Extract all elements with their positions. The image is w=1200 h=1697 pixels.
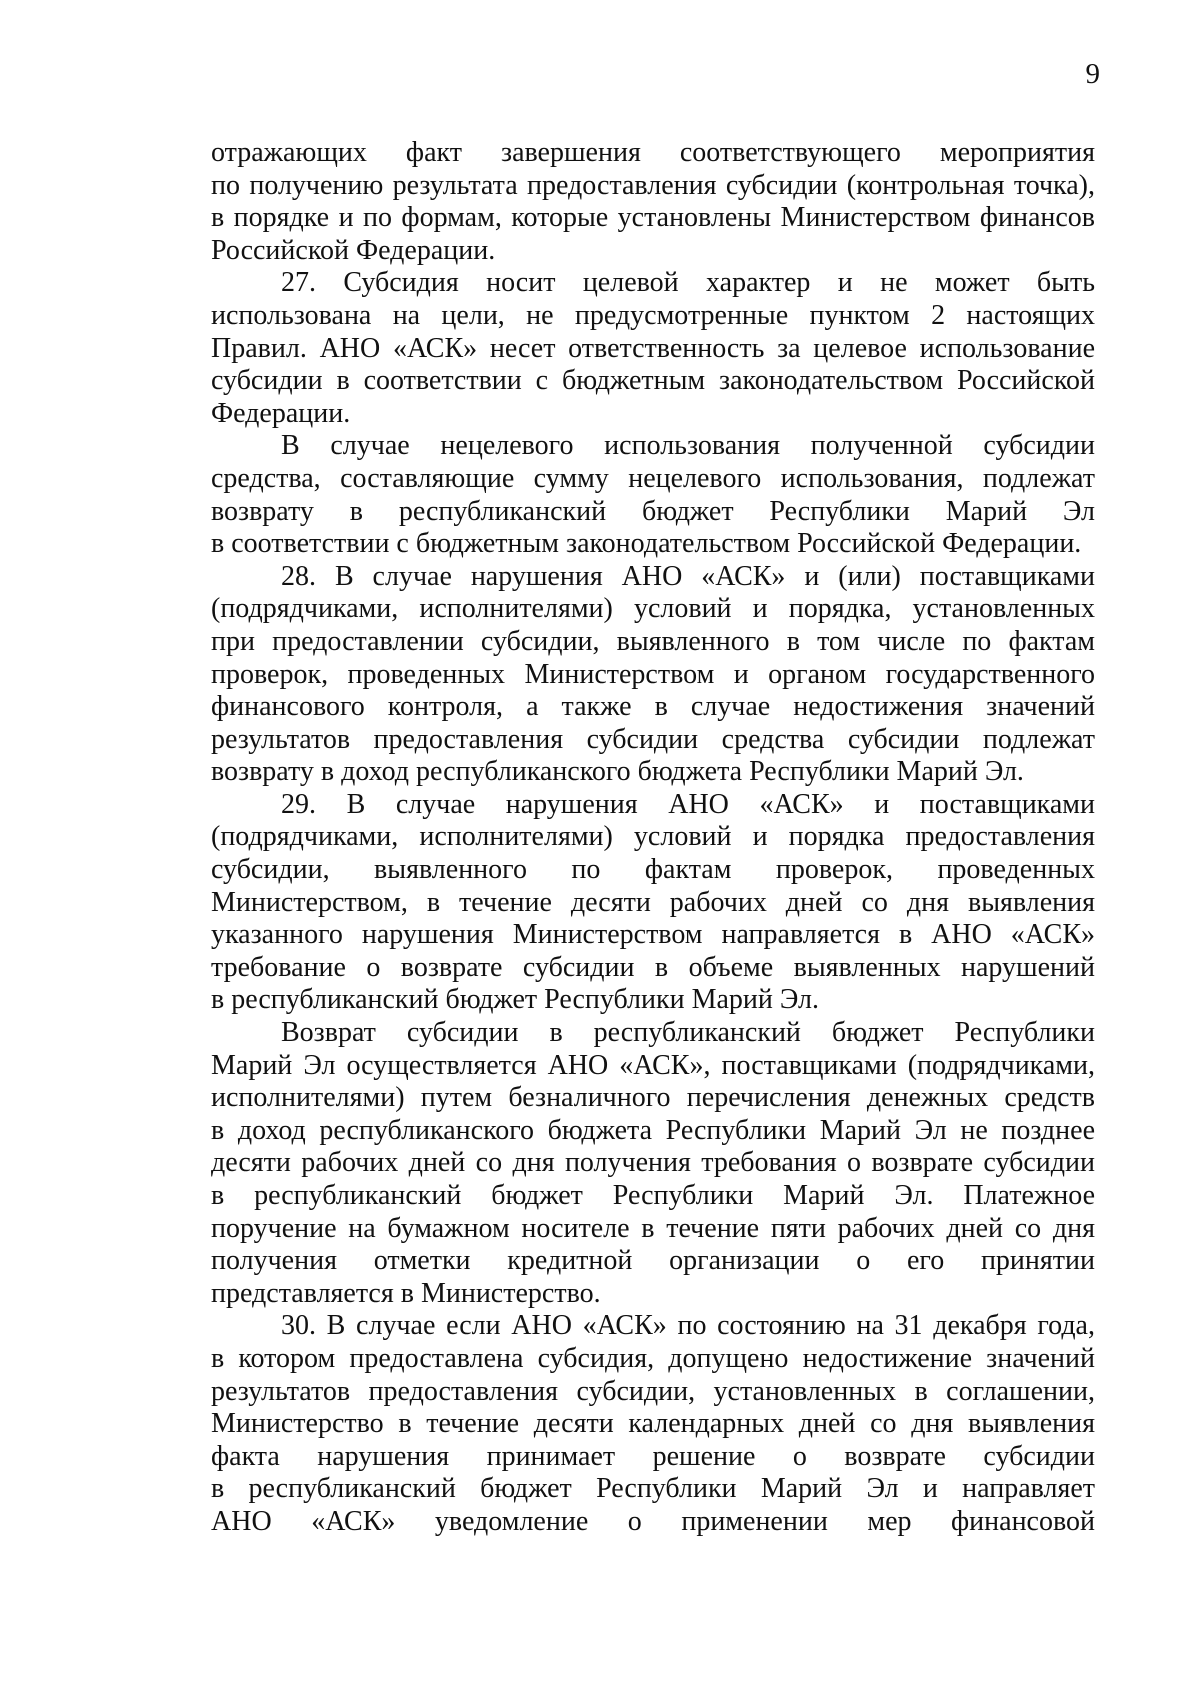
text-line: субсидии в соответствии с бюджетным законодательством Российской <box>211 365 1095 397</box>
text-line: отражающих факт завершения соответствующего мероприятия <box>211 137 1095 168</box>
text-line: финансового контроля, а также в случае недостижения значений <box>211 691 1095 723</box>
text-line: поручение на бумажном носителе в течение пяти рабочих дней со дня <box>211 1212 1095 1244</box>
text-line: АНО «АСК» уведомление о применении мер финансовой <box>211 1505 1095 1537</box>
text-line: возврату в республиканский бюджет Республики Марий Эл <box>211 495 1095 527</box>
text-line: 30. В случае если АНО «АСК» по состоянию на 31 декабря года, <box>281 1310 1095 1342</box>
text-line: средства, составляющие сумму нецелевого использования, подлежат <box>211 462 1095 494</box>
text-line: 28. В случае нарушения АНО «АСК» и (или) поставщиками <box>281 560 1095 592</box>
text-line: в республиканский бюджет Республики Марий Эл и направляет <box>211 1473 1095 1505</box>
text-line: проверок, проведенных Министерством и органом государственного <box>211 658 1095 690</box>
text-line: исполнителями) путем безналичного перечисления денежных средств <box>211 1082 1095 1114</box>
text-line: факта нарушения принимает решение о возврате субсидии <box>211 1440 1095 1472</box>
text-line: результатов предоставления субсидии средства субсидии подлежат <box>211 723 1095 755</box>
text-line: в доход республиканского бюджета Республики Марий Эл не позднее <box>211 1114 1095 1146</box>
text-line: десяти рабочих дней со дня получения требования о возврате субсидии <box>211 1147 1095 1179</box>
text-line: Федерации. <box>211 397 351 429</box>
text-line: Марий Эл осуществляется АНО «АСК», поставщиками (подрядчиками, <box>211 1049 1095 1081</box>
body-text <box>211 137 1095 1539</box>
text-line: требование о возврате субсидии в объеме выявленных нарушений <box>211 951 1095 983</box>
text-line: субсидии, выявленного по фактам проверок, проведенных <box>211 854 1095 886</box>
text-line: возврату в доход республиканского бюджета Республики Марий Эл. <box>211 756 1024 788</box>
text-line: В случае нецелевого использования полученной субсидии <box>281 430 1095 462</box>
text-line: в республиканский бюджет Республики Марий Эл. Платежное <box>211 1180 1095 1211</box>
text-line: при предоставлении субсидии, выявленного в том числе по фактам <box>211 625 1095 657</box>
text-line: по получению результата предоставления субсидии (контрольная точка), <box>211 169 1095 201</box>
text-line: в республиканский бюджет Республики Марий Эл. <box>211 984 819 1016</box>
text-line: 29. В случае нарушения АНО «АСК» и поставщиками <box>281 788 1095 820</box>
text-line: Возврат субсидии в республиканский бюджет Республики <box>281 1017 1095 1049</box>
text-line: (подрядчиками, исполнителями) условий и порядка предоставления <box>211 821 1095 853</box>
text-line: указанного нарушения Министерством направляется в АНО «АСК» <box>211 919 1095 951</box>
text-line: 27. Субсидия носит целевой характер и не может быть <box>281 267 1095 299</box>
page-number: 9 <box>1085 58 1100 90</box>
text-line: использована на цели, не предусмотренные пунктом 2 настоящих <box>211 299 1095 331</box>
text-line: Правил. АНО «АСК» несет ответственность за целевое использование <box>211 332 1095 364</box>
text-line: в порядке и по формам, которые установлены Министерством финансов <box>211 202 1095 234</box>
text-line: в котором предоставлена субсидия, допущено недостижение значений <box>211 1342 1095 1374</box>
text-line: (подрядчиками, исполнителями) условий и порядка, установленных <box>211 593 1095 625</box>
text-line: в соответствии с бюджетным законодательством Российской Федерации. <box>211 528 1082 560</box>
text-line: Российской Федерации. <box>211 234 496 266</box>
text-line: Министерством, в течение десяти рабочих дней со дня выявления <box>211 886 1095 918</box>
text-line: Министерство в течение десяти календарных дней со дня выявления <box>211 1408 1095 1440</box>
text-line: получения отметки кредитной организации о его принятии <box>211 1245 1095 1277</box>
text-line: представляется в Министерство. <box>211 1277 601 1309</box>
text-line: результатов предоставления субсидии, установленных в соглашении, <box>211 1375 1095 1407</box>
